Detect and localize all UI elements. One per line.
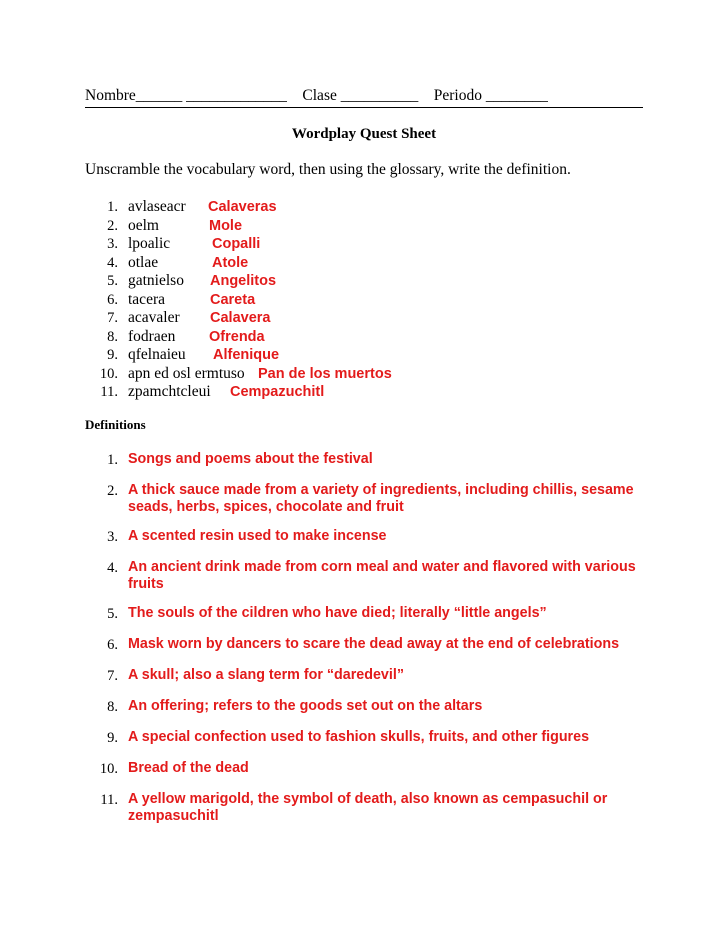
vocab-scrambled-word: acavaler bbox=[128, 309, 180, 326]
definition-line: A thick sauce made from a variety of ingredients, including chillis, sesame bbox=[128, 482, 634, 498]
definition-text bbox=[128, 528, 648, 545]
definition-line: seads, herbs, spices, chocolate and fruit bbox=[128, 498, 404, 515]
vocab-number: 3. bbox=[107, 236, 118, 252]
definition-text bbox=[128, 667, 648, 684]
vocab-scrambled-word: qfelnaieu bbox=[128, 346, 186, 363]
header-divider bbox=[85, 107, 643, 108]
instructions-text: Unscramble the vocabulary word, then using the glossary, write the definition. bbox=[85, 161, 571, 178]
definition-text bbox=[128, 482, 648, 515]
definition-line: An ancient drink made from corn meal and water and flavored with various bbox=[128, 559, 636, 575]
definition-text bbox=[128, 605, 648, 622]
definition-number: 5. bbox=[107, 606, 118, 622]
vocab-answer: Ofrenda bbox=[209, 328, 265, 345]
vocab-scrambled-word: zpamchtcleui bbox=[128, 383, 211, 400]
vocab-scrambled-word: tacera bbox=[128, 290, 165, 308]
definition-text bbox=[128, 559, 648, 592]
definition-line: fruits bbox=[128, 575, 164, 592]
student-info-line: Nombre______ _____________ Clase __________ Periodo ________ bbox=[85, 87, 548, 104]
vocab-number: 8. bbox=[107, 328, 118, 345]
definition-number: 2. bbox=[107, 483, 118, 499]
definition-text bbox=[128, 760, 648, 777]
definition-number: 3. bbox=[107, 529, 118, 545]
definition-line: A special confection used to fashion skulls, fruits, and other figures bbox=[128, 729, 590, 745]
page-title: Wordplay Quest Sheet bbox=[291, 126, 437, 142]
vocab-number: 2. bbox=[107, 217, 118, 234]
vocab-number: 11. bbox=[100, 384, 118, 400]
definition-line: A scented resin used to make incense bbox=[128, 528, 387, 544]
vocab-number: 9. bbox=[107, 347, 118, 363]
definition-line: Mask worn by dancers to scare the dead away at the end of celebrations bbox=[128, 636, 620, 652]
definition-text bbox=[128, 729, 648, 746]
definition-line: The souls of the cildren who have died; literally “little angels” bbox=[128, 605, 547, 621]
vocab-scrambled-word: avlaseacr bbox=[128, 198, 186, 215]
vocab-number: 7. bbox=[107, 310, 118, 326]
vocab-answer: Careta bbox=[210, 291, 256, 308]
definition-line: Songs and poems about the festival bbox=[128, 451, 373, 467]
vocab-answer: Cempazuchitl bbox=[230, 384, 325, 400]
vocab-answer: Pan de los muertos bbox=[258, 365, 392, 382]
definition-text bbox=[128, 698, 648, 715]
vocab-number: 6. bbox=[107, 291, 118, 308]
definition-line: An offering; refers to the goods set out on the altars bbox=[128, 698, 483, 714]
definition-line: Bread of the dead bbox=[128, 760, 249, 776]
vocab-number: 5. bbox=[107, 273, 118, 289]
definition-number: 11. bbox=[100, 792, 118, 808]
vocab-scrambled-word: oelm bbox=[128, 216, 159, 234]
definitions-heading: Definitions bbox=[85, 417, 146, 432]
definition-line: A skull; also a slang term for “daredevil” bbox=[128, 667, 404, 683]
vocab-scrambled-word: gatnielso bbox=[128, 272, 184, 289]
definition-text bbox=[128, 791, 648, 824]
vocab-number: 4. bbox=[107, 254, 118, 271]
vocab-answer: Mole bbox=[209, 217, 243, 234]
definition-number: 8. bbox=[107, 699, 118, 715]
vocab-answer: Calavera bbox=[210, 310, 271, 326]
vocab-answer: Atole bbox=[212, 254, 249, 271]
definition-number: 4. bbox=[107, 560, 118, 576]
definition-line: A yellow marigold, the symbol of death, also known as cempasuchil or bbox=[128, 791, 608, 807]
definition-number: 7. bbox=[107, 668, 118, 684]
vocab-answer: Calaveras bbox=[208, 199, 277, 215]
definition-number: 9. bbox=[107, 730, 118, 746]
vocab-scrambled-word: fodraen bbox=[128, 327, 176, 345]
definition-number: 10. bbox=[99, 761, 118, 777]
vocab-answer: Copalli bbox=[212, 236, 261, 252]
definition-text bbox=[128, 636, 648, 653]
vocab-number: 10. bbox=[99, 365, 118, 382]
vocab-number: 1. bbox=[107, 199, 118, 215]
vocab-scrambled-word: otlae bbox=[128, 253, 159, 271]
definition-number: 1. bbox=[107, 452, 118, 468]
vocab-answer: Angelitos bbox=[210, 273, 277, 289]
definition-text bbox=[128, 451, 648, 468]
definition-line: zempasuchitl bbox=[128, 807, 219, 824]
definition-number: 6. bbox=[107, 637, 118, 653]
vocab-scrambled-word: apn ed osl ermtuso bbox=[128, 364, 245, 382]
vocab-scrambled-word: lpoalic bbox=[128, 235, 171, 252]
vocab-answer: Alfenique bbox=[213, 347, 280, 363]
